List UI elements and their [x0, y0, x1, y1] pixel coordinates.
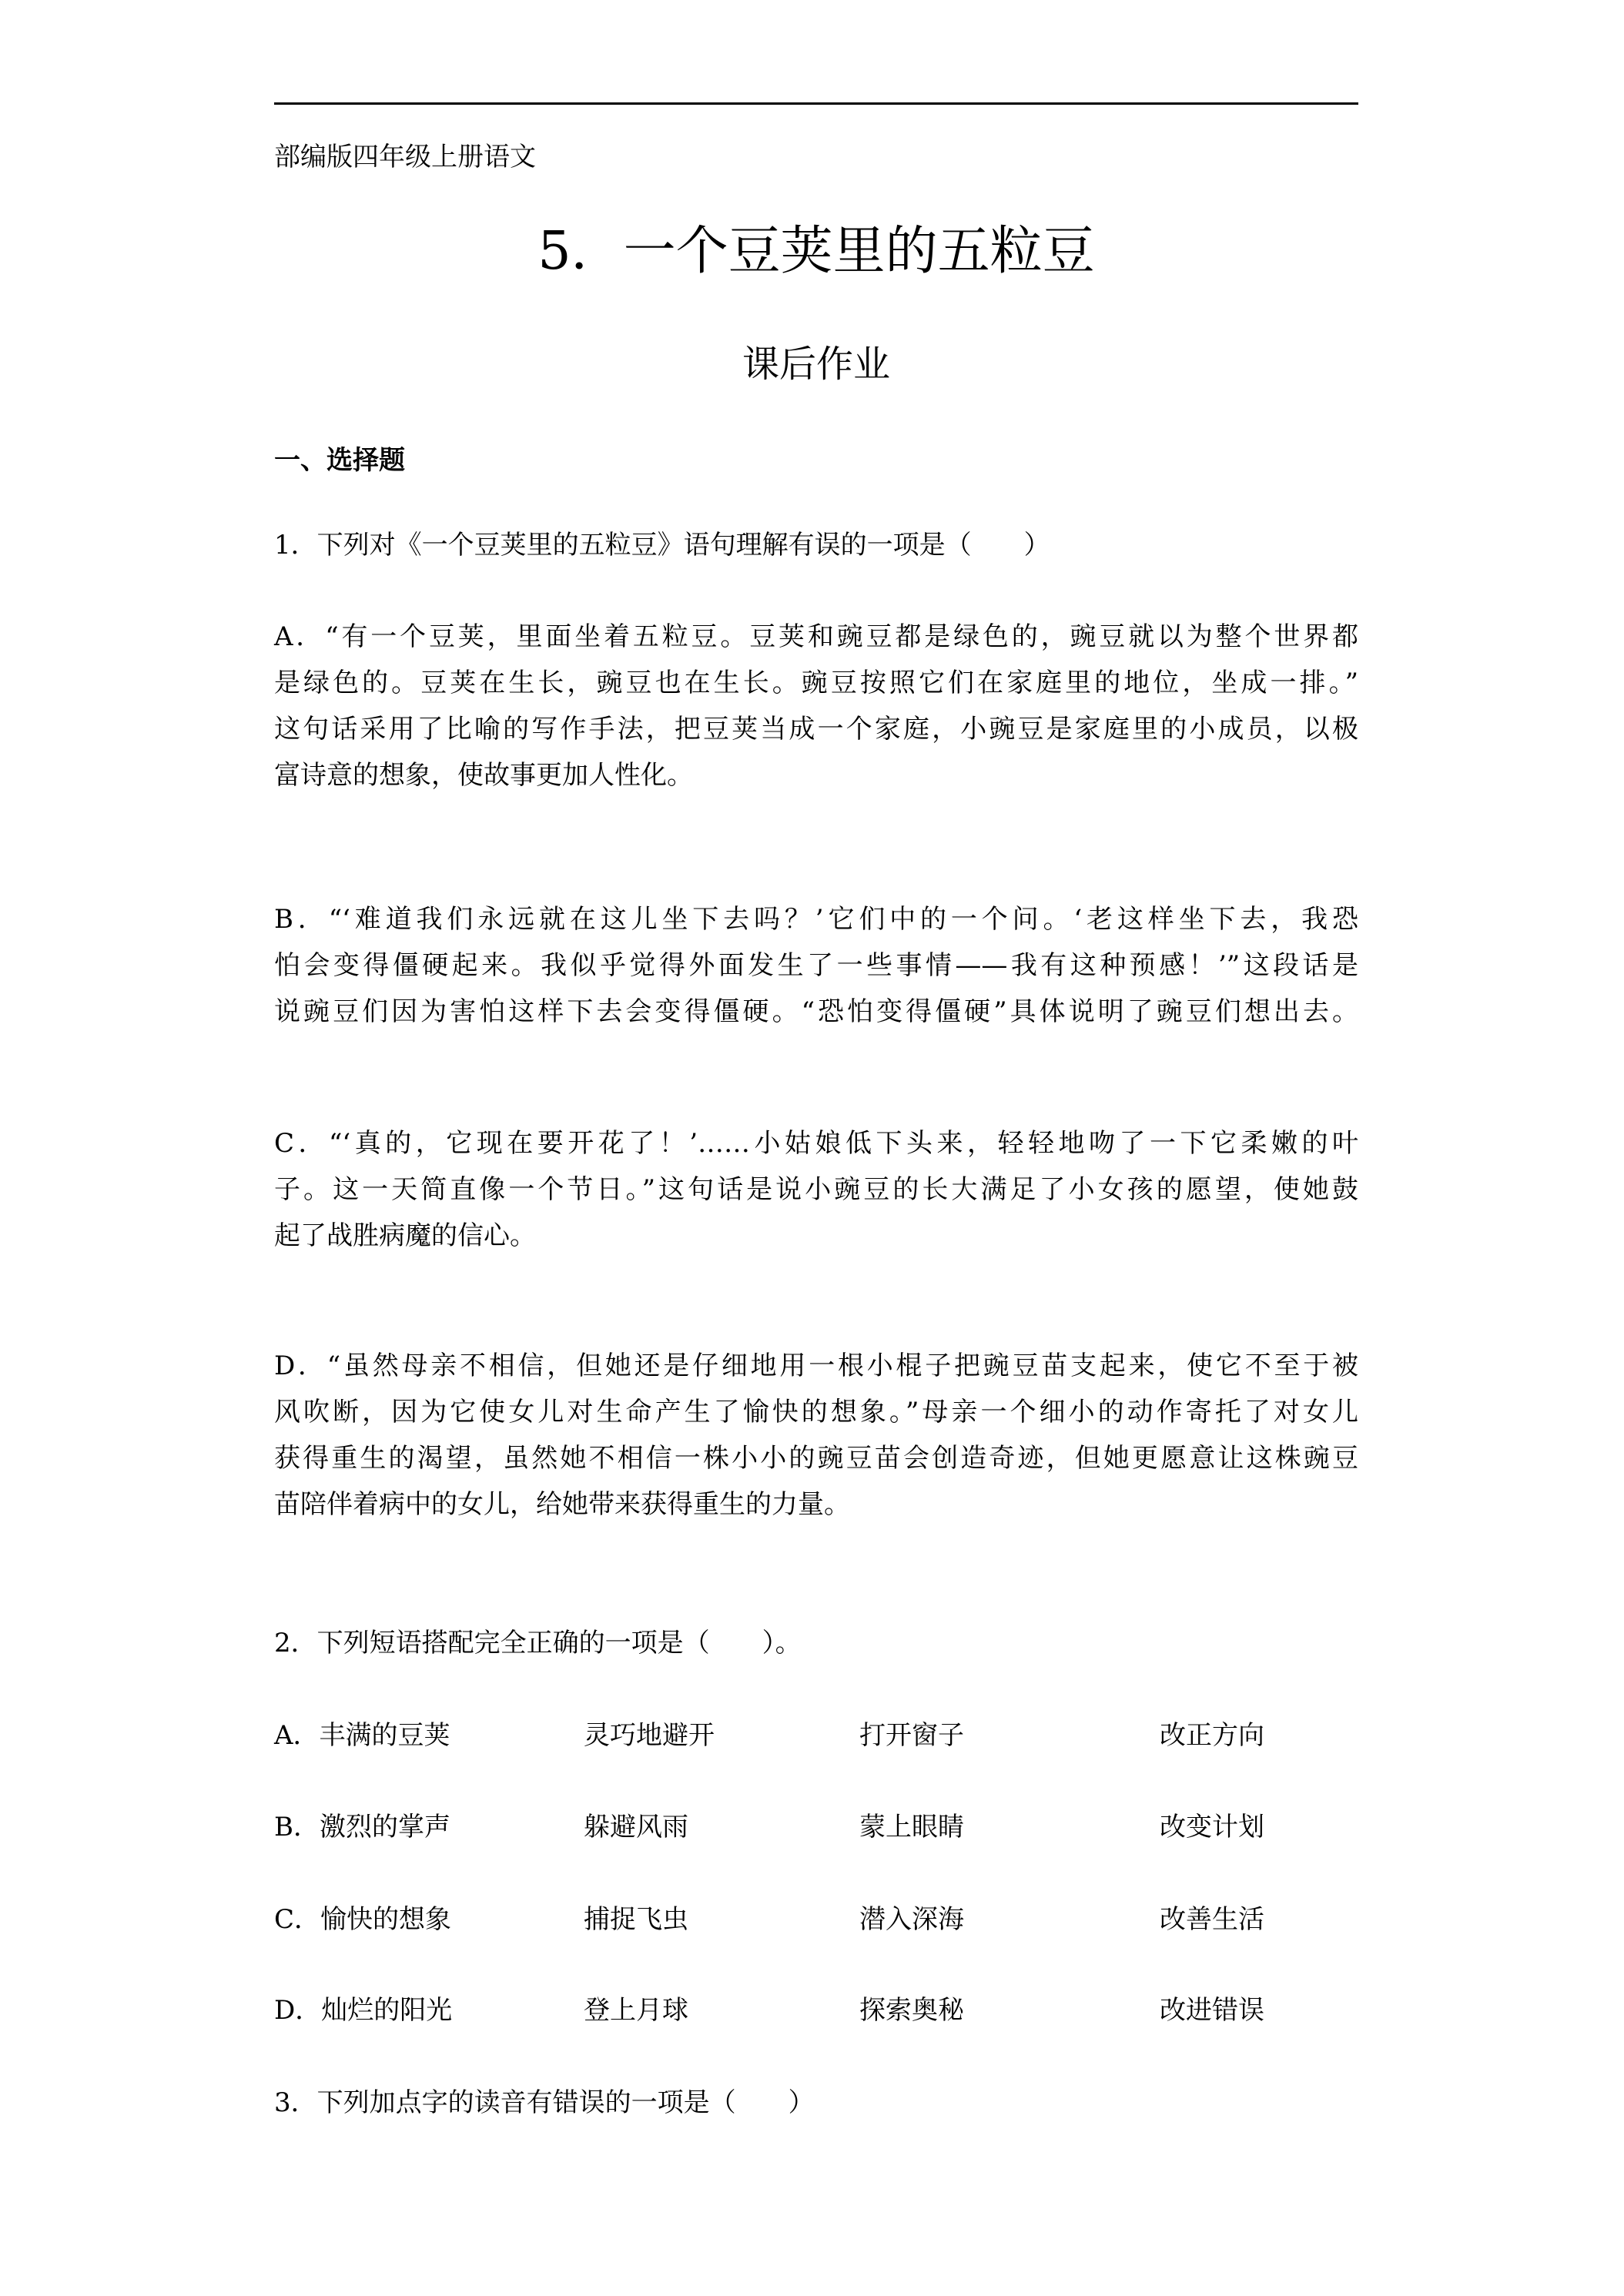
option-a-line: A．“有一个豆荚，里面坐着五粒豆。豆荚和豌豆都是绿色的，豌豆就以为整个世界都 [274, 621, 1358, 652]
phrase-cell: 改变计划 [1160, 1812, 1264, 1842]
phrase-cell: 探索奥秘 [859, 1995, 964, 2026]
phrase-cell: D．灿烂的阳光 [274, 1995, 453, 2026]
question-1-stem: 1．下列对《一个豆荚里的五粒豆》语句理解有误的一项是（ ） [274, 530, 1050, 561]
phrase-cell: 蒙上眼睛 [859, 1812, 964, 1842]
option-c-line: 起了战胜病魔的信心。 [274, 1220, 536, 1251]
phrase-cell: 改正方向 [1160, 1720, 1264, 1751]
lesson-subtitle: 课后作业 [742, 343, 890, 386]
option-c-line: C．“‘真的，它现在要开花了！’……小姑娘低下头来，轻轻地吻了一下它柔嫩的叶 [274, 1128, 1358, 1159]
option-a-line: 这句话采用了比喻的写作手法，把豆荚当成一个家庭，小豌豆是家庭里的小成员，以极 [274, 714, 1358, 745]
phrase-cell: A．丰满的豆荚 [274, 1720, 450, 1751]
phrase-cell: C．愉快的想象 [274, 1904, 452, 1935]
subject-label: 部编版四年级上册语文 [274, 142, 536, 172]
phrase-cell: 改进错误 [1160, 1995, 1264, 2026]
phrase-cell: 躲避风雨 [584, 1812, 688, 1842]
question-1-option-c [274, 1125, 1358, 1254]
section-heading-choice: 一、选择题 [274, 445, 405, 476]
option-b-line: B．“‘难道我们永远就在这儿坐下去吗？’它们中的一个问。‘老这样坐下去，我恐 [274, 904, 1358, 935]
option-d-line: 获得重生的渴望，虽然她不相信一株小小的豌豆苗会创造奇迹，但她更愿意让这株豌豆 [274, 1443, 1358, 1474]
phrase-cell: 打开窗子 [859, 1720, 964, 1751]
lesson-title: 5．一个豆荚里的五粒豆 [537, 221, 1095, 282]
question-2-option-row [274, 1901, 1358, 1938]
phrase-cell: 改善生活 [1160, 1904, 1264, 1935]
option-b-line: 怕会变得僵硬起来。我似乎觉得外面发生了一些事情——我有这种预感！’”这段话是 [274, 950, 1358, 981]
question-2-option-row [274, 1992, 1358, 2029]
question-1-option-a [274, 618, 1358, 794]
question-2-stem: 2．下列短语搭配完全正确的一项是（ ）。 [274, 1628, 802, 1658]
question-1-option-b [274, 901, 1358, 1030]
option-c-line: 子。这一天简直像一个节日。”这句话是说小豌豆的长大满足了小女孩的愿望，使她鼓 [274, 1174, 1358, 1205]
option-d-line: D．“虽然母亲不相信，但她还是仔细地用一根小棍子把豌豆苗支起来，使它不至于被 [274, 1350, 1358, 1381]
phrase-cell: 捕捉飞虫 [584, 1904, 688, 1935]
question-1-option-d [274, 1347, 1358, 1523]
option-b-line: 说豌豆们因为害怕这样下去会变得僵硬。“恐怕变得僵硬”具体说明了豌豆们想出去。 [274, 996, 1358, 1027]
option-a-line: 富诗意的想象，使故事更加人性化。 [274, 760, 693, 791]
header-rule [274, 102, 1358, 105]
option-d-line: 苗陪伴着病中的女儿，给她带来获得重生的力量。 [274, 1489, 850, 1520]
question-2-option-row [274, 1809, 1358, 1846]
question-2-option-row [274, 1717, 1358, 1754]
option-d-line: 风吹断，因为它使女儿对生命产生了愉快的想象。”母亲一个细小的动作寄托了对女儿 [274, 1397, 1358, 1427]
question-3-stem: 3．下列加点字的读音有错误的一项是（ ） [274, 2087, 815, 2118]
option-a-line: 是绿色的。豆荚在生长，豌豆也在生长。豌豆按照它们在家庭里的地位，坐成一排。” [274, 668, 1358, 698]
phrase-cell: 潜入深海 [859, 1904, 964, 1935]
phrase-cell: B．激烈的掌声 [274, 1812, 450, 1842]
phrase-cell: 灵巧地避开 [584, 1720, 715, 1751]
phrase-cell: 登上月球 [584, 1995, 688, 2026]
